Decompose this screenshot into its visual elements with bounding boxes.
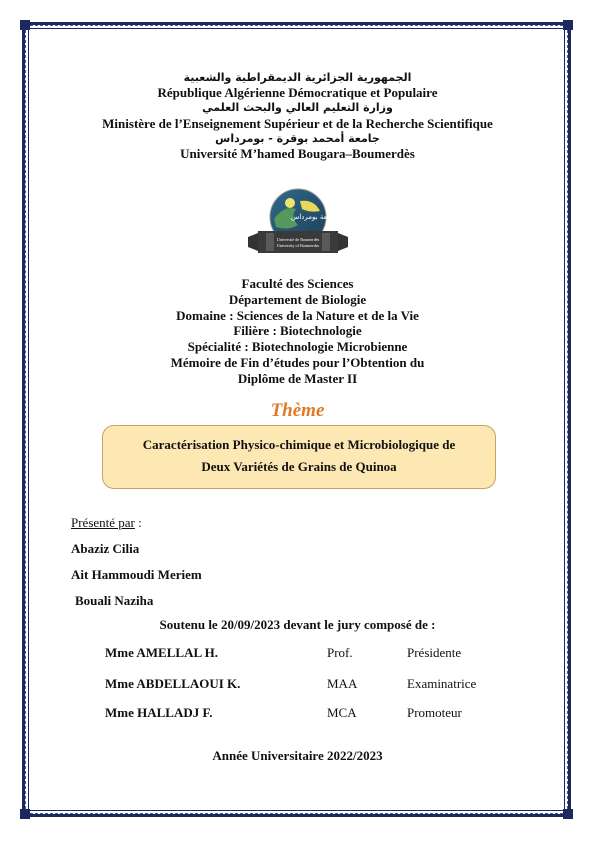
jury-member-grade: MAA (327, 676, 358, 691)
institution-header (0, 70, 595, 161)
academic-year: Année Universitaire 2022/2023 (212, 748, 383, 763)
jury-member-role: Présidente (407, 645, 462, 660)
domain-line: Domaine : Sciences de la Nature et de la Vie (176, 307, 419, 323)
arabic-ministry-line: وزارة التعليم العالي والبحث العلمي (202, 101, 393, 115)
theme-label: Thème (270, 400, 325, 421)
diplome-line: Diplôme de Master II (237, 370, 358, 386)
presented-by-label: Présenté par (71, 515, 135, 530)
department-line: Département de Biologie (228, 291, 367, 307)
defense-statement: Soutenu le 20/09/2023 devant le jury composé de : (159, 617, 436, 632)
jury-member-grade: MCA (327, 705, 357, 720)
border-corner-ornament (20, 809, 30, 819)
jury-member-name: Mme AMELLAL H. (105, 645, 219, 660)
memoire-line: Mémoire de Fin d’études pour l’Obtention du (170, 354, 425, 370)
border-corner-ornament (20, 20, 30, 30)
filiere-line: Filière : Biotechnologie (233, 323, 362, 339)
thesis-title-line2: Deux Variétés de Grains de Quinoa (201, 459, 397, 474)
university-logo (244, 187, 352, 263)
border-corner-ornament (563, 809, 573, 819)
jury-member-role: Promoteur (407, 705, 462, 720)
student-name: Bouali Naziha (75, 593, 154, 608)
university-line: Université M’hamed Bougara–Boumerdès (180, 146, 415, 162)
jury-member-name: Mme ABDELLAOUI K. (105, 676, 241, 691)
republic-line: République Algérienne Démocratique et Populaire (157, 85, 438, 101)
presented-by-colon: : (134, 515, 142, 530)
arabic-university-line: جامعة أمحمد بوقرة - بومرداس (215, 131, 380, 145)
faculty-line: Faculté des Sciences (241, 276, 354, 291)
jury-member-role: Examinatrice (407, 676, 477, 691)
student-name: Abaziz Cilia (71, 541, 140, 556)
specialite-line: Spécialité : Biotechnologie Microbienne (187, 339, 408, 355)
thesis-title-line1: Caractérisation Physico-chimique et Microbiologique de (142, 437, 456, 452)
border-corner-ornament (563, 20, 573, 30)
presented-by (71, 515, 142, 531)
arabic-republic-line: الجمهورية الجزائرية الديمقراطية والشعبية (183, 71, 412, 84)
jury-member-name: Mme HALLADJ F. (105, 705, 213, 720)
faculty-block (0, 276, 595, 387)
logo-ribbon-line1: Université de Boumerdès (276, 237, 320, 242)
logo-ribbon-line2: University of Boumerdes (276, 243, 320, 248)
student-name: Ait Hammoudi Meriem (71, 567, 202, 582)
thesis-title-box (102, 425, 496, 489)
ministry-line: Ministère de l’Enseignement Supérieur et de la Recherche Scientifique (102, 115, 493, 131)
jury-member-grade: Prof. (327, 645, 353, 660)
logo-arabic-text: جامعة بومرداس (290, 213, 338, 221)
